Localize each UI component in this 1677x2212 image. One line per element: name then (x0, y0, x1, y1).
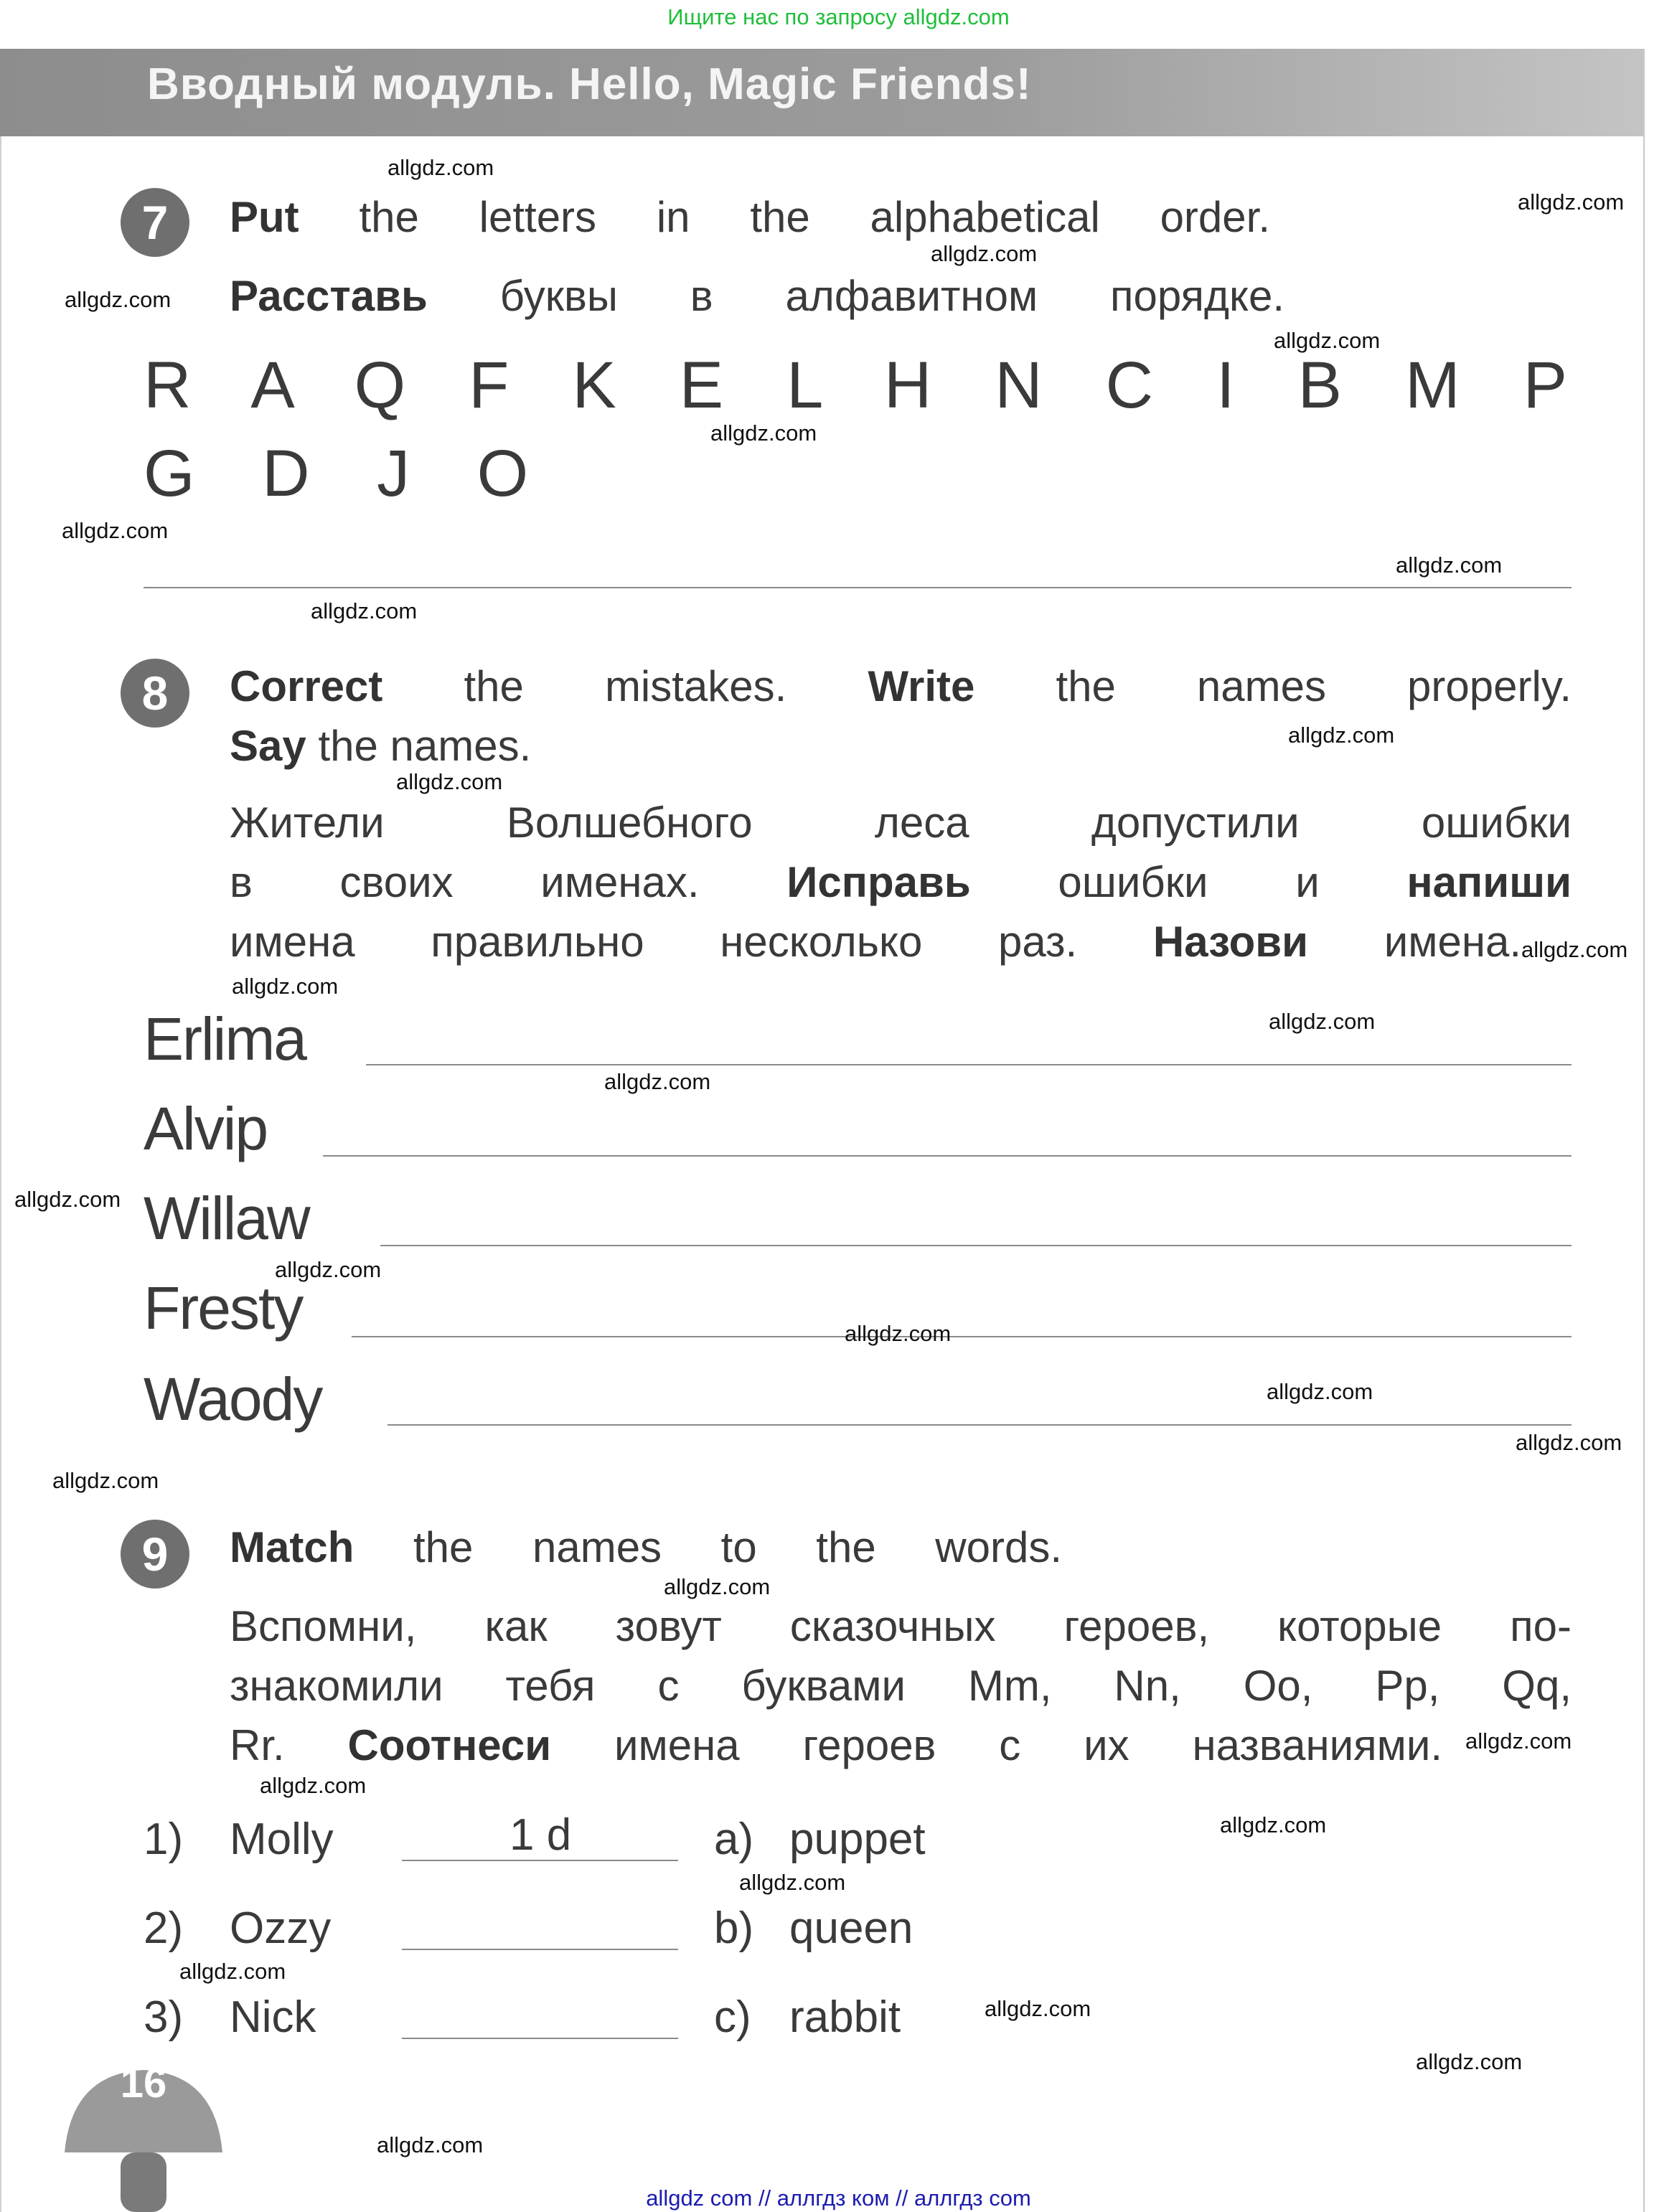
task-9-ru-text-2: имена героев с их названиями. (614, 1721, 1443, 1769)
page-title: Вводный модуль. Hello, Magic Friends! (147, 60, 1032, 109)
watermark: allgdz.com (1288, 723, 1395, 748)
task-8-text-1: the mistakes. (464, 662, 787, 710)
task-9-text: the names to the words. (413, 1523, 1063, 1571)
task-8-ru-text-2: ошибки и (1058, 858, 1320, 906)
task-8-instruction-en-2 (230, 721, 531, 771)
match-row-word: puppet (789, 1815, 926, 1864)
answer-line-match-3[interactable] (402, 2038, 678, 2039)
watermark: allgdz.com (1269, 1009, 1376, 1034)
task-9-ru-verb: Соотнеси (347, 1721, 552, 1769)
match-row-number: 3) (144, 1992, 184, 2042)
task-8-instruction-ru-3 (230, 917, 1521, 966)
watermark: allgdz.com (1516, 1430, 1622, 1455)
misspelled-name: Fresty (144, 1274, 303, 1342)
task-9-instruction-en (230, 1522, 1062, 1572)
watermark: allgdz.com (1518, 189, 1625, 215)
watermark: allgdz.com (664, 1574, 771, 1599)
misspelled-name: Erlima (144, 1005, 306, 1073)
task-8-verb-write: Write (868, 662, 975, 710)
watermark: allgdz.com (396, 769, 503, 794)
task-7-number: 7 (121, 188, 189, 257)
match-row-name: Ozzy (230, 1903, 332, 1953)
page-edge-line (1643, 49, 1645, 2212)
match-row-name: Molly (230, 1815, 334, 1864)
watermark: allgdz.com (845, 1321, 952, 1346)
answer-line-name-4[interactable] (352, 1336, 1572, 1337)
letters-row-2: G D J O (144, 437, 533, 510)
footer-note: allgdz com // аллгдз ком // аллгдз com (646, 2185, 1031, 2211)
task-7-text: the letters in the alphabetical order. (359, 193, 1270, 241)
page-edge-line-left (0, 136, 1, 2212)
watermark: allgdz.com (1220, 1812, 1327, 1837)
letters-row-1: R A Q F K E L H N C I B M P (144, 349, 1572, 422)
task-8-ru-text-1: в своих именах. (230, 858, 700, 906)
watermark: allgdz.com (14, 1187, 121, 1212)
answer-line-task-7[interactable] (144, 587, 1572, 588)
watermark: allgdz.com (1396, 552, 1503, 578)
watermark: allgdz.com (377, 2132, 484, 2157)
task-9-instruction-ru-1: Вспомни, как зовут сказочных героев, которые по- (230, 1602, 1572, 1650)
watermark: allgdz.com (232, 974, 339, 999)
watermark: allgdz.com (62, 518, 169, 543)
match-row-word: rabbit (789, 1992, 901, 2042)
answer-line-match-2[interactable] (402, 1949, 678, 1950)
watermark: allgdz.com (1465, 1728, 1572, 1754)
watermark: allgdz.com (931, 241, 1038, 266)
misspelled-name: Willaw (144, 1185, 309, 1252)
match-row-letter: b) (714, 1903, 754, 1953)
task-8-ru-text-3: имена правильно несколько раз. (230, 918, 1078, 966)
watermark: allgdz.com (710, 420, 817, 446)
watermark: allgdz.com (275, 1257, 382, 1282)
answer-line-name-2[interactable] (323, 1155, 1572, 1157)
watermark: allgdz.com (1416, 2049, 1523, 2074)
watermark: allgdz.com (1521, 937, 1628, 962)
watermark: allgdz.com (260, 1773, 367, 1798)
match-row-letter: c) (714, 1992, 751, 2042)
task-9-number: 9 (121, 1520, 189, 1589)
answer-line-match-1[interactable] (402, 1860, 678, 1861)
task-7-verb-ru: Расставь (230, 272, 428, 320)
watermark: allgdz.com (65, 287, 172, 312)
task-7-instruction-ru (230, 271, 1284, 321)
match-row-word: queen (789, 1903, 913, 1953)
task-9-instruction-ru-3 (230, 1721, 1442, 1770)
task-8-ru-verb-3: Назови (1152, 918, 1309, 966)
task-7-verb: Put (230, 193, 299, 241)
task-8-text-3: the names. (318, 722, 532, 770)
watermark: allgdz.com (52, 1468, 159, 1493)
task-9-instruction-ru-2: знакомили тебя с буквами Mm, Nn, Oo, Pp, Qq, (230, 1662, 1572, 1710)
answer-line-name-3[interactable] (380, 1245, 1572, 1246)
task-7-instruction-en (230, 192, 1270, 242)
watermark: allgdz.com (311, 598, 418, 623)
task-8-text-2: the names properly. (1056, 662, 1572, 710)
task-8-verb-correct: Correct (230, 662, 383, 710)
watermark: allgdz.com (985, 1996, 1091, 2021)
match-row-number: 2) (144, 1903, 184, 1953)
watermark: allgdz.com (1267, 1379, 1373, 1404)
task-9-verb: Match (230, 1523, 354, 1571)
task-9-ru-text-1: Rr. (230, 1721, 285, 1769)
match-row-number: 1) (144, 1815, 184, 1864)
watermark: allgdz.com (604, 1069, 711, 1094)
task-8-number: 8 (121, 659, 189, 728)
task-7-text-ru: буквы в алфавитном порядке. (499, 272, 1285, 320)
watermark: allgdz.com (387, 155, 494, 180)
task-8-instruction-en-1 (230, 662, 1572, 711)
task-8-instruction-ru-2 (230, 857, 1572, 907)
answer-line-name-5[interactable] (387, 1424, 1572, 1426)
task-8-ru-verb-2: напиши (1406, 858, 1572, 906)
match-row-answer: 1 d (509, 1810, 572, 1860)
page-number: 16 (120, 2060, 167, 2107)
watermark: allgdz.com (739, 1870, 846, 1895)
watermark: allgdz.com (179, 1959, 286, 1984)
answer-line-name-1[interactable] (366, 1064, 1572, 1065)
match-row-name: Nick (230, 1992, 316, 2042)
task-8-verb-say: Say (230, 722, 306, 770)
top-note: Ищите нас по запросу allgdz.com (667, 4, 1010, 29)
task-8-instruction-ru-1: Жители Волшебного леса допустили ошибки (230, 799, 1572, 847)
task-8-ru-verb-1: Исправь (786, 858, 971, 906)
watermark: allgdz.com (1274, 328, 1381, 353)
task-8-ru-text-4: имена. (1384, 918, 1522, 966)
match-row-letter: a) (714, 1815, 754, 1864)
misspelled-name: Waody (144, 1365, 322, 1433)
misspelled-name: Alvip (144, 1095, 268, 1162)
